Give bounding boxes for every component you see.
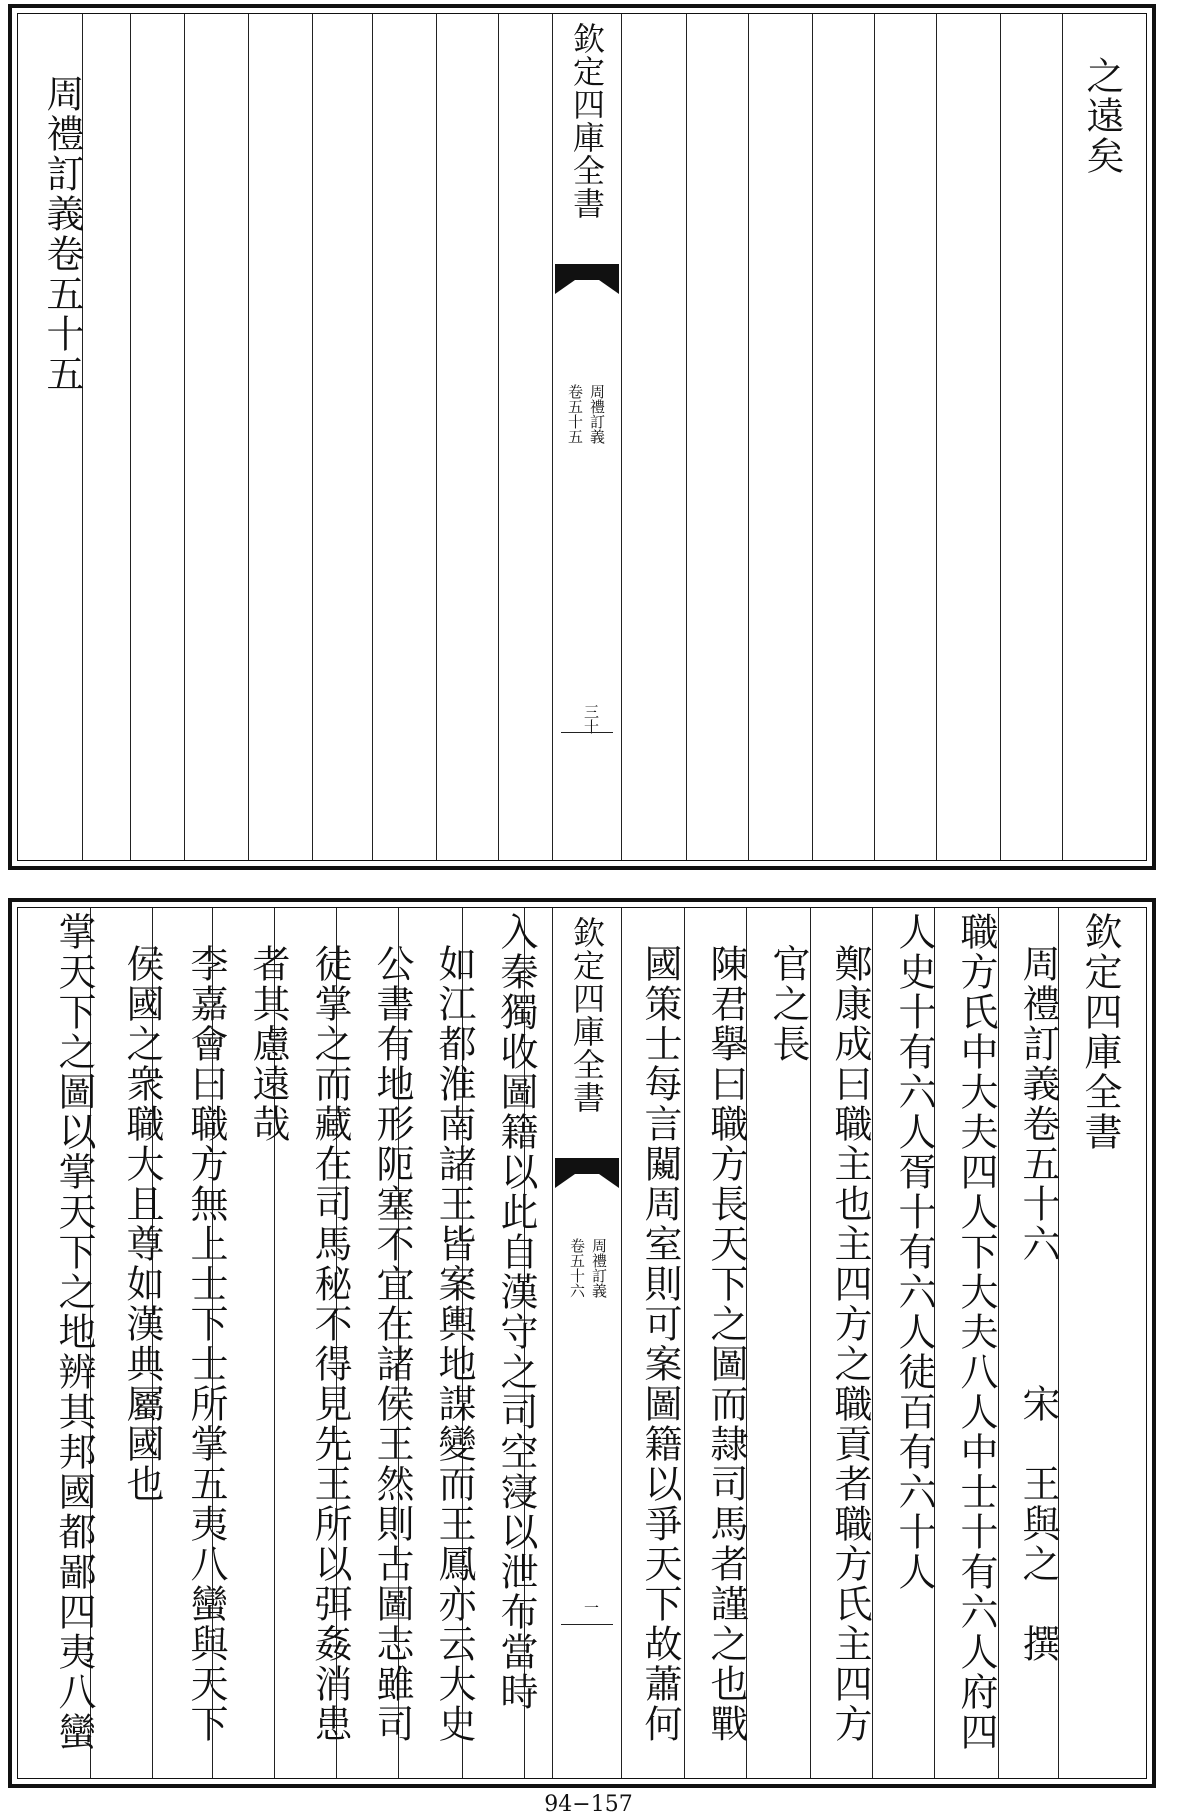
text-column: 公書有地形阨塞不宜在諸侯王然則古圖志雖司 — [370, 944, 414, 1744]
strip-title: 欽定四庫全書 — [568, 916, 606, 1114]
text-column: 李嘉會曰職方無上士下士所掌五夷八蠻與天下 — [184, 944, 228, 1744]
column-rule — [248, 14, 249, 860]
text-column: 欽定四庫全書 — [1078, 912, 1122, 1152]
fishtail-mark — [555, 264, 619, 294]
strip-volume: 卷五十六 — [568, 1238, 586, 1298]
center-strip — [552, 14, 622, 860]
text-column: 者其慮遠哉 — [246, 944, 290, 1144]
text-column: 陳君擧曰職方長天下之圖而隷司馬者謹之也戰 — [704, 944, 748, 1744]
strip-leaf-number: 三十 — [582, 704, 600, 734]
column-rule — [184, 14, 185, 860]
page-number: 94−157 — [544, 1792, 633, 1817]
bottom-page — [8, 898, 1156, 1788]
center-strip — [552, 908, 622, 1778]
fishtail-mark — [555, 1158, 619, 1188]
column-rule — [874, 14, 875, 860]
text-column: 如江都淮南諸王皆案輿地謀變而王鳳亦云大史 — [432, 944, 476, 1744]
strip-rule — [561, 732, 613, 733]
text-column: 入秦獨收圖籍以此自漢守之司空寖以泄布當時 — [494, 912, 538, 1712]
text-column: 職方氏中大夫四人下大夫八人中士十有六人府四 — [954, 912, 998, 1752]
text-column: 掌天下之圖以掌天下之地辨其邦國都鄙四夷八蠻 — [52, 912, 96, 1752]
strip-book-title: 周禮訂義 — [588, 384, 606, 444]
column-rule — [436, 14, 437, 860]
text-column: 徒掌之而藏在司馬秘不得見先王所以弭姦消患 — [308, 944, 352, 1744]
column-rule — [372, 14, 373, 860]
column-rule — [312, 14, 313, 860]
volume-end-title: 周禮訂義卷五十五 — [40, 74, 84, 394]
column-rule — [936, 14, 937, 860]
strip-volume: 卷五十五 — [566, 384, 584, 444]
text-column: 國策士每言闚周室則可案圖籍以爭天下故蕭何 — [638, 944, 682, 1744]
strip-title: 欽定四庫全書 — [568, 22, 606, 220]
text-column: 人史十有六人胥十有六人徒百有六十人 — [892, 912, 936, 1592]
strip-book-title: 周禮訂義 — [590, 1238, 608, 1298]
column-rule — [1062, 14, 1063, 860]
top-page — [8, 4, 1156, 870]
column-rule — [1000, 14, 1001, 860]
column-rule — [130, 14, 131, 860]
text-column: 周禮訂義卷五十六 宋 王與之 撰 — [1016, 944, 1060, 1664]
strip-rule — [561, 1624, 613, 1625]
column-rule — [748, 14, 749, 860]
strip-leaf-number: 一 — [582, 1600, 600, 1615]
column-rule — [686, 14, 687, 860]
text-column: 官之長 — [766, 944, 810, 1064]
column-rule — [498, 14, 499, 860]
text-column: 之遠矣 — [1080, 56, 1124, 176]
text-column: 鄭康成曰職主也主四方之職貢者職方氏主四方 — [828, 944, 872, 1744]
column-rule — [812, 14, 813, 860]
text-column: 侯國之衆職大且尊如漢典屬國也 — [120, 944, 164, 1504]
